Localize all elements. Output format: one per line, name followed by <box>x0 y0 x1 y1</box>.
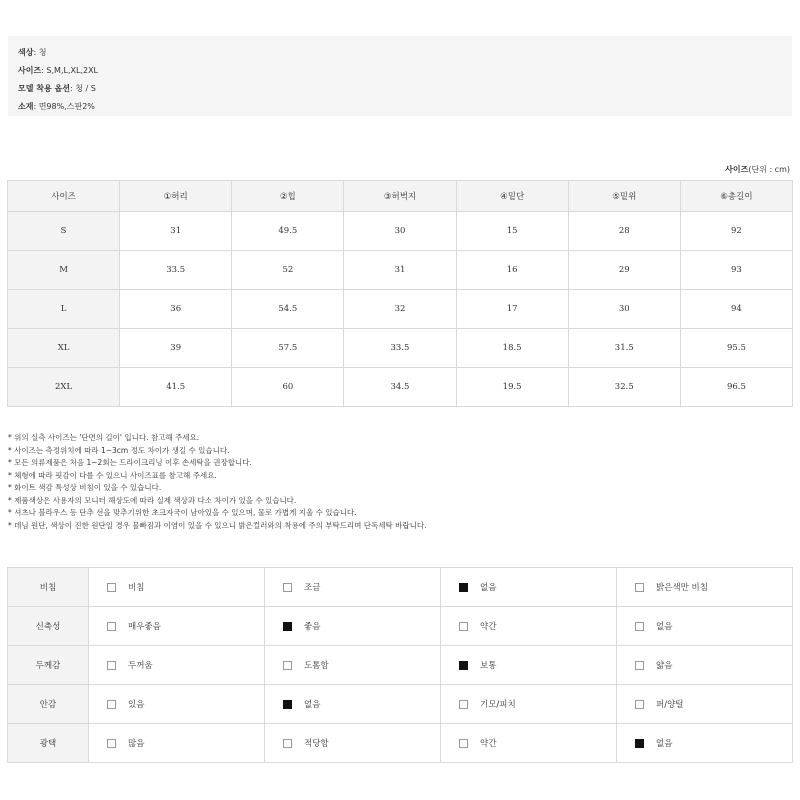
property-option-label: 적당함 <box>304 739 329 749</box>
size-caption-unit: (단위 : cm) <box>748 165 790 174</box>
property-option-label: 도톰함 <box>304 661 329 671</box>
size-cell: 60 <box>232 368 344 407</box>
size-row-label: S <box>8 212 120 251</box>
table-row <box>8 212 793 251</box>
size-cell: 39 <box>120 329 232 368</box>
empty-box-icon <box>635 700 644 709</box>
property-option <box>265 724 441 763</box>
property-option-label: 없음 <box>656 622 673 632</box>
property-option-label: 두꺼움 <box>128 661 153 671</box>
sizes-label: 사이즈 <box>18 66 42 75</box>
size-cell: 94 <box>680 290 792 329</box>
size-header-cell: 사이즈 <box>8 181 120 212</box>
size-header-cell: ⑥총길이 <box>680 181 792 212</box>
size-cell: 57.5 <box>232 329 344 368</box>
note-line: * 데님 원단, 색상이 진한 원단일 경우 물빠짐과 이염이 있을 수 있으니 밝은컬러와의 착용에 주의 부탁드리며 단독세탁 바랍니다. <box>8 520 427 530</box>
property-option <box>617 568 793 607</box>
property-option-label: 많음 <box>128 739 145 749</box>
fabric-properties-table <box>7 567 793 763</box>
note-line: * 위의 실측 사이즈는 '단면의 길이' 입니다. 참고해 주세요. <box>8 433 200 442</box>
size-cell: 41.5 <box>120 368 232 407</box>
size-cell: 34.5 <box>344 368 456 407</box>
empty-box-icon <box>107 661 116 670</box>
sizes-value: : S,M,L,XL,2XL <box>41 66 98 75</box>
checked-box-icon <box>283 700 292 709</box>
size-cell: 54.5 <box>232 290 344 329</box>
property-row <box>8 568 793 607</box>
care-notes <box>8 432 788 532</box>
size-cell: 28 <box>568 212 680 251</box>
size-caption-title: 사이즈 <box>725 165 749 174</box>
size-cell: 49.5 <box>232 212 344 251</box>
property-option <box>441 607 617 646</box>
size-table-header <box>8 181 793 212</box>
checked-box-icon <box>459 583 468 592</box>
note-line: * 셔츠나 블라우스 등 단추 선을 맞추기위한 초크자국이 남아있을 수 있으며, 물로 가볍게 지울 수 있습니다. <box>8 508 357 517</box>
size-cell: 32.5 <box>568 368 680 407</box>
size-header-cell: ⑤밑위 <box>568 181 680 212</box>
property-option-label: 매우좋음 <box>128 622 161 632</box>
property-option <box>617 607 793 646</box>
property-option <box>89 568 265 607</box>
empty-box-icon <box>107 700 116 709</box>
product-info-box <box>8 36 792 116</box>
color-info <box>18 44 782 62</box>
size-cell: 30 <box>568 290 680 329</box>
property-label: 안감 <box>8 685 89 724</box>
material-label: 소재 <box>18 102 34 111</box>
property-option <box>265 568 441 607</box>
size-header-cell: ④밑단 <box>456 181 568 212</box>
property-option-label: 없음 <box>656 739 673 749</box>
empty-box-icon <box>459 739 468 748</box>
size-cell: 33.5 <box>344 329 456 368</box>
property-option <box>617 724 793 763</box>
property-option <box>617 646 793 685</box>
property-option-label: 있음 <box>128 700 145 710</box>
size-cell: 96.5 <box>680 368 792 407</box>
table-row <box>8 290 793 329</box>
property-option <box>89 724 265 763</box>
color-value: : 청 <box>33 48 47 57</box>
size-cell: 30 <box>344 212 456 251</box>
size-header-cell: ③허벅지 <box>344 181 456 212</box>
note-line: * 화이트 색감 특성상 비침이 있을 수 있습니다. <box>8 483 162 492</box>
property-option <box>265 646 441 685</box>
empty-box-icon <box>107 583 116 592</box>
size-table-caption <box>725 164 790 175</box>
checked-box-icon <box>283 622 292 631</box>
property-option-label: 약간 <box>480 739 497 749</box>
empty-box-icon <box>635 583 644 592</box>
note-line: * 체형에 따라 핏감이 다를 수 있으니 사이즈표를 참고해 주세요. <box>8 470 217 480</box>
model-option-value: : 청 / S <box>69 84 96 93</box>
empty-box-icon <box>459 700 468 709</box>
size-cell: 31 <box>344 251 456 290</box>
size-cell: 15 <box>456 212 568 251</box>
property-option <box>265 607 441 646</box>
model-option-info <box>18 80 782 98</box>
property-row <box>8 685 793 724</box>
empty-box-icon <box>635 661 644 670</box>
size-cell: 31 <box>120 212 232 251</box>
table-row <box>8 251 793 290</box>
property-option-label: 없음 <box>304 700 321 710</box>
size-cell: 17 <box>456 290 568 329</box>
size-row-label: XL <box>8 329 120 368</box>
property-option <box>441 724 617 763</box>
size-cell: 18.5 <box>456 329 568 368</box>
property-option <box>441 646 617 685</box>
property-row <box>8 724 793 763</box>
empty-box-icon <box>459 622 468 631</box>
property-label: 광택 <box>8 724 89 763</box>
property-option <box>441 685 617 724</box>
size-row-label: L <box>8 290 120 329</box>
property-option-label: 얇음 <box>656 661 673 671</box>
property-option-label: 좋음 <box>304 622 321 632</box>
empty-box-icon <box>107 739 116 748</box>
property-row <box>8 646 793 685</box>
checked-box-icon <box>635 739 644 748</box>
table-row <box>8 329 793 368</box>
property-option-label: 밝은색만 비침 <box>656 583 708 593</box>
size-cell: 16 <box>456 251 568 290</box>
property-option <box>265 685 441 724</box>
material-info <box>18 98 782 116</box>
property-option-label: 조금 <box>304 583 321 593</box>
color-label: 색상 <box>18 48 34 57</box>
property-option-label: 퍼/양털 <box>656 700 684 710</box>
size-header-cell: ①허리 <box>120 181 232 212</box>
sizes-info <box>18 62 782 80</box>
note-line: * 사이즈는 측정위치에 따라 1~3cm 정도 차이가 생길 수 있습니다. <box>8 445 230 455</box>
property-option <box>617 685 793 724</box>
note-line: * 제품색상은 사용자의 모니터 해상도에 따라 실제 색상과 다소 차이가 있을 수 있습니다. <box>8 495 297 505</box>
size-cell: 92 <box>680 212 792 251</box>
note-line: * 모든 의류제품은 처음 1~2회는 드라이크리닝 이후 손세탁을 권장합니다. <box>8 458 252 467</box>
model-option-label: 모델 착용 옵션 <box>18 84 70 93</box>
property-label: 비침 <box>8 568 89 607</box>
size-row-label: 2XL <box>8 368 120 407</box>
size-header-cell: ②힙 <box>232 181 344 212</box>
size-cell: 19.5 <box>456 368 568 407</box>
property-row <box>8 607 793 646</box>
size-cell: 31.5 <box>568 329 680 368</box>
empty-box-icon <box>283 583 292 592</box>
property-label: 두께감 <box>8 646 89 685</box>
size-cell: 93 <box>680 251 792 290</box>
checked-box-icon <box>459 661 468 670</box>
empty-box-icon <box>635 622 644 631</box>
size-table <box>7 180 793 407</box>
size-cell: 33.5 <box>120 251 232 290</box>
size-cell: 52 <box>232 251 344 290</box>
property-option-label: 약간 <box>480 622 497 632</box>
property-option-label: 없음 <box>480 583 497 593</box>
property-option-label: 기모/피치 <box>480 700 516 710</box>
property-option <box>89 607 265 646</box>
size-cell: 36 <box>120 290 232 329</box>
property-option <box>89 646 265 685</box>
property-option <box>89 685 265 724</box>
property-option-label: 비침 <box>128 583 145 593</box>
size-cell: 32 <box>344 290 456 329</box>
property-option-label: 보통 <box>480 661 497 671</box>
property-label: 신축성 <box>8 607 89 646</box>
size-cell: 95.5 <box>680 329 792 368</box>
property-option <box>441 568 617 607</box>
empty-box-icon <box>283 661 292 670</box>
size-cell: 29 <box>568 251 680 290</box>
size-row-label: M <box>8 251 120 290</box>
empty-box-icon <box>107 622 116 631</box>
table-row <box>8 368 793 407</box>
material-value: : 면98%,스판2% <box>33 102 95 111</box>
empty-box-icon <box>283 739 292 748</box>
